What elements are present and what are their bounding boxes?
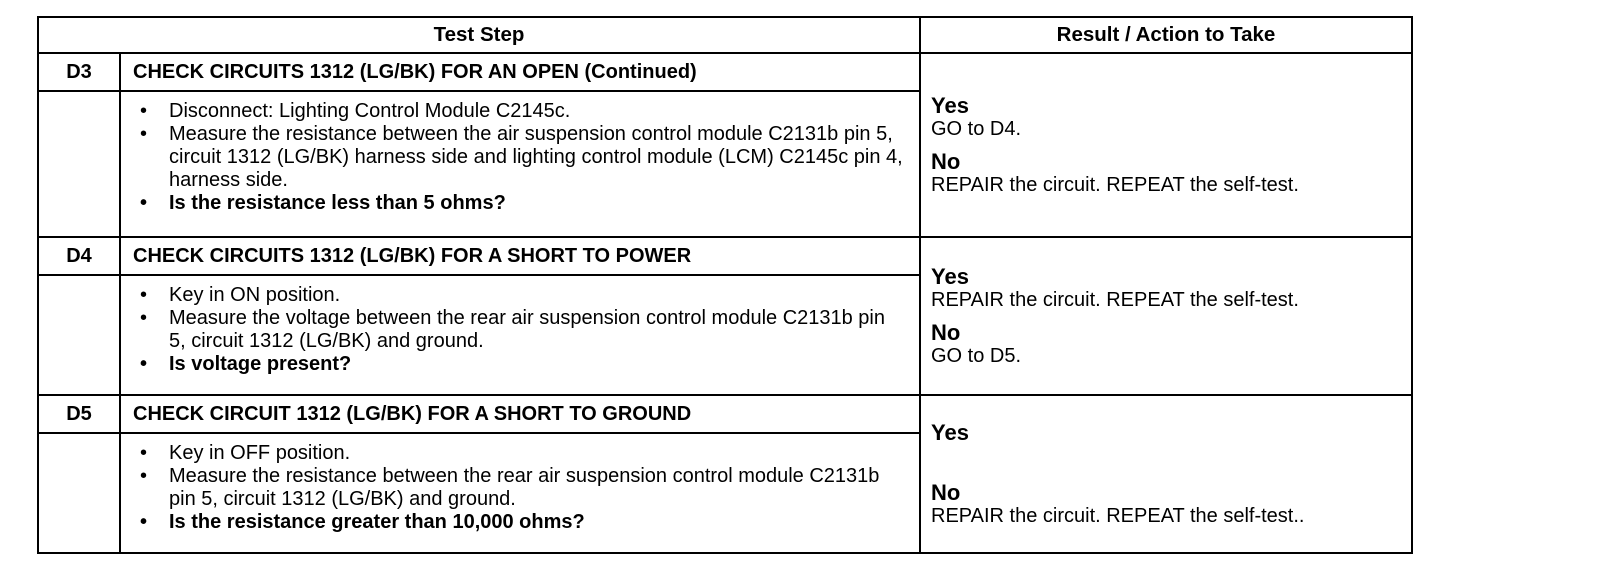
test-step-header: Test Step xyxy=(38,17,920,53)
step-title: CHECK CIRCUIT 1312 (LG/BK) FOR A SHORT TO GROUND xyxy=(120,395,920,433)
no-label: No xyxy=(931,149,961,174)
no-label: No xyxy=(931,480,961,505)
yes-action: REPAIR the circuit. REPEAT the self-test. xyxy=(931,289,1299,311)
step-title: CHECK CIRCUITS 1312 (LG/BK) FOR A SHORT TO POWER xyxy=(120,237,920,275)
yes-label: Yes xyxy=(931,93,969,118)
no-label: No xyxy=(931,320,961,345)
list-item: • Key in OFF position. xyxy=(129,442,907,465)
list-item: • Measure the resistance between the air suspension control module C2131b pin 5, circuit 1312 (LG/BK) harness side and lighting control module (LCM) C2145c pin 4, harness side. xyxy=(129,123,907,192)
yes-label: Yes xyxy=(931,264,969,289)
step-id: D3 xyxy=(38,53,120,91)
step-id: D4 xyxy=(38,237,120,275)
diagnostic-test-table xyxy=(37,16,1413,554)
no-action: REPAIR the circuit. REPEAT the self-test. xyxy=(931,174,1299,196)
no-action: REPAIR the circuit. REPEAT the self-test.. xyxy=(931,505,1305,527)
step-instructions xyxy=(120,433,920,553)
table-header-row xyxy=(38,17,1412,53)
list-item: • Measure the resistance between the rear air suspension control module C2131b pin 5, circuit 1312 (LG/BK) and ground. xyxy=(129,465,907,511)
step-result xyxy=(920,395,1412,553)
step-result xyxy=(920,237,1412,395)
list-item: • Key in ON position. xyxy=(129,284,907,307)
no-action: GO to D5. xyxy=(931,345,1022,367)
step-title-row xyxy=(38,237,1412,275)
yes-action: GO to D4. xyxy=(931,118,1022,140)
step-instructions xyxy=(120,275,920,395)
list-item: • Is voltage present? xyxy=(129,353,907,376)
list-item: • Is the resistance less than 5 ohms? xyxy=(129,192,907,215)
yes-label: Yes xyxy=(931,420,969,445)
step-result xyxy=(920,53,1412,237)
step-title-row xyxy=(38,395,1412,433)
result-action-header: Result / Action to Take xyxy=(920,17,1412,53)
list-item: • Is the resistance greater than 10,000 ohms? xyxy=(129,511,907,534)
list-item: • Measure the voltage between the rear air suspension control module C2131b pin 5, circuit 1312 (LG/BK) and ground. xyxy=(129,307,907,353)
step-id: D5 xyxy=(38,395,120,433)
step-title: CHECK CIRCUITS 1312 (LG/BK) FOR AN OPEN (Continued) xyxy=(120,53,920,91)
step-title-row xyxy=(38,53,1412,91)
step-instructions xyxy=(120,91,920,237)
list-item: • Disconnect: Lighting Control Module C2145c. xyxy=(129,100,907,123)
